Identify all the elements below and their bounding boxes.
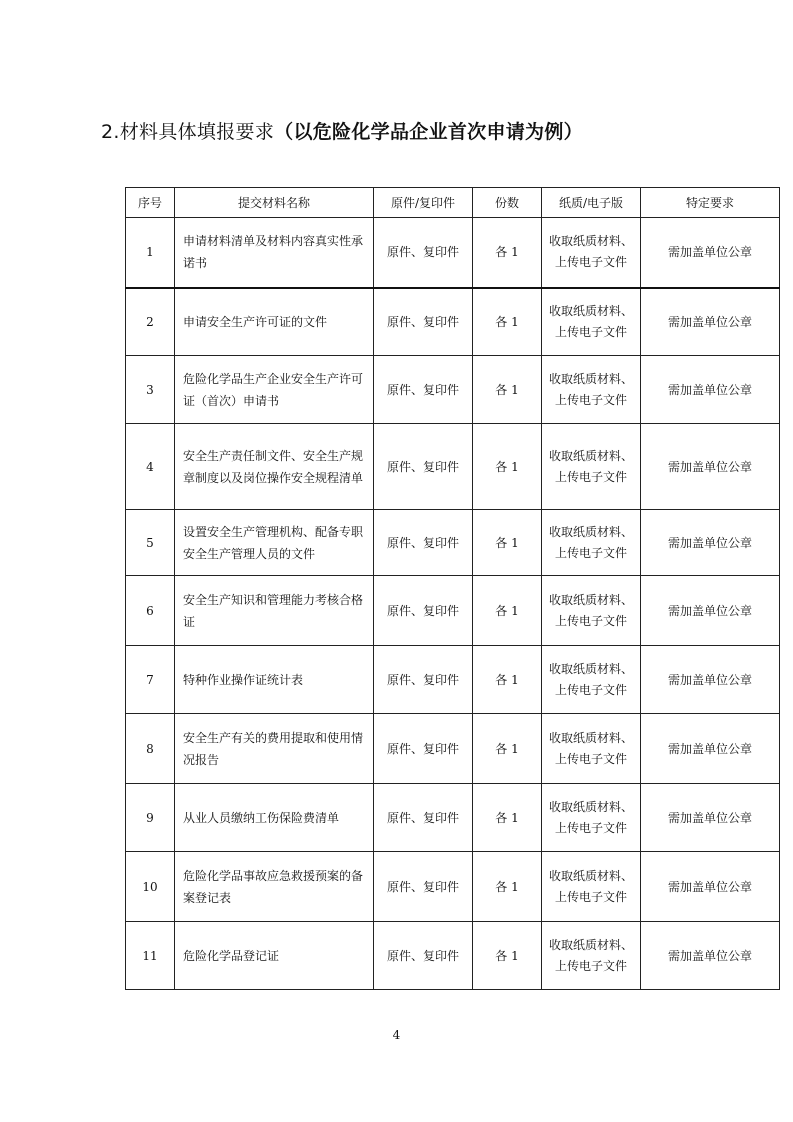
cell-copies: 各 1 [473, 646, 542, 714]
cell-paper-line: 收取纸质材料、 [548, 234, 633, 249]
cell-requirement: 需加盖单位公章 [641, 424, 780, 510]
cell-type: 原件、复印件 [374, 424, 473, 510]
table-row [126, 714, 780, 784]
cell-no: 1 [126, 218, 175, 288]
cell-no: 2 [126, 288, 175, 356]
cell-no: 9 [126, 784, 175, 852]
table-body [126, 218, 780, 990]
cell-paper-line: 上传电子文件 [554, 545, 627, 560]
cell-requirement: 需加盖单位公章 [641, 646, 780, 714]
cell-requirement: 需加盖单位公章 [641, 784, 780, 852]
cell-copies: 各 1 [473, 922, 542, 990]
cell-type: 原件、复印件 [374, 784, 473, 852]
cell-no: 8 [126, 714, 175, 784]
header-cell-copies: 份数 [473, 188, 542, 218]
cell-copies: 各 1 [473, 510, 542, 576]
cell-type: 原件、复印件 [374, 218, 473, 288]
header-cell-paper: 纸质/电子版 [542, 188, 641, 218]
cell-name: 危险化学品事故应急救援预案的备案登记表 [175, 852, 374, 922]
table-row [126, 852, 780, 922]
cell-no: 10 [126, 852, 175, 922]
cell-paper-line: 收取纸质材料、 [548, 799, 633, 814]
cell-copies: 各 1 [473, 424, 542, 510]
cell-requirement: 需加盖单位公章 [641, 510, 780, 576]
cell-type: 原件、复印件 [374, 646, 473, 714]
cell-paper-line: 收取纸质材料、 [548, 303, 633, 318]
cell-type: 原件、复印件 [374, 356, 473, 424]
cell-paper [542, 784, 641, 852]
cell-type: 原件、复印件 [374, 852, 473, 922]
cell-paper-line: 收取纸质材料、 [548, 524, 633, 539]
cell-type: 原件、复印件 [374, 714, 473, 784]
cell-name: 安全生产有关的费用提取和使用情况报告 [175, 714, 374, 784]
cell-requirement: 需加盖单位公章 [641, 288, 780, 356]
cell-no: 3 [126, 356, 175, 424]
cell-name: 特种作业操作证统计表 [175, 646, 374, 714]
cell-paper [542, 288, 641, 356]
cell-paper [542, 714, 641, 784]
cell-paper [542, 424, 641, 510]
cell-paper-line: 上传电子文件 [554, 820, 627, 835]
cell-no: 11 [126, 922, 175, 990]
cell-no: 6 [126, 576, 175, 646]
cell-name: 危险化学品生产企业安全生产许可证（首次）申请书 [175, 356, 374, 424]
cell-paper-line: 收取纸质材料、 [548, 730, 633, 745]
cell-type: 原件、复印件 [374, 922, 473, 990]
cell-paper-line: 上传电子文件 [554, 613, 627, 628]
section-heading [101, 117, 583, 144]
cell-name: 安全生产知识和管理能力考核合格证 [175, 576, 374, 646]
table-row [126, 922, 780, 990]
cell-no: 4 [126, 424, 175, 510]
cell-type: 原件、复印件 [374, 510, 473, 576]
cell-paper-line: 上传电子文件 [554, 324, 627, 339]
table-row [126, 218, 780, 288]
cell-name: 申请安全生产许可证的文件 [175, 288, 374, 356]
cell-paper [542, 576, 641, 646]
page-number: 4 [392, 1028, 401, 1042]
cell-paper [542, 218, 641, 288]
header-cell-no: 序号 [126, 188, 175, 218]
header-cell-type: 原件/复印件 [374, 188, 473, 218]
cell-paper [542, 646, 641, 714]
cell-paper-line: 上传电子文件 [554, 392, 627, 407]
cell-name: 安全生产责任制文件、安全生产规章制度以及岗位操作安全规程清单 [175, 424, 374, 510]
cell-paper-line: 收取纸质材料、 [548, 868, 633, 883]
cell-paper [542, 356, 641, 424]
cell-copies: 各 1 [473, 288, 542, 356]
cell-name: 危险化学品登记证 [175, 922, 374, 990]
cell-requirement: 需加盖单位公章 [641, 714, 780, 784]
table-row [126, 356, 780, 424]
cell-type: 原件、复印件 [374, 288, 473, 356]
cell-no: 5 [126, 510, 175, 576]
section-heading-bold: （以危险化学品企业首次申请为例） [274, 121, 583, 143]
cell-name: 申请材料清单及材料内容真实性承诺书 [175, 218, 374, 288]
cell-copies: 各 1 [473, 356, 542, 424]
table-row [126, 424, 780, 510]
table-row [126, 784, 780, 852]
cell-copies: 各 1 [473, 714, 542, 784]
cell-paper [542, 510, 641, 576]
cell-paper-line: 上传电子文件 [554, 958, 627, 973]
cell-type: 原件、复印件 [374, 576, 473, 646]
header-row [126, 188, 780, 218]
cell-requirement: 需加盖单位公章 [641, 852, 780, 922]
cell-copies: 各 1 [473, 852, 542, 922]
table-row [126, 510, 780, 576]
cell-paper-line: 上传电子文件 [554, 469, 627, 484]
cell-no: 7 [126, 646, 175, 714]
table-row [126, 288, 780, 356]
materials-table [125, 187, 780, 990]
cell-name: 设置安全生产管理机构、配备专职安全生产管理人员的文件 [175, 510, 374, 576]
header-cell-requirement: 特定要求 [641, 188, 780, 218]
cell-copies: 各 1 [473, 218, 542, 288]
cell-requirement: 需加盖单位公章 [641, 922, 780, 990]
cell-name: 从业人员缴纳工伤保险费清单 [175, 784, 374, 852]
cell-requirement: 需加盖单位公章 [641, 218, 780, 288]
cell-paper-line: 上传电子文件 [554, 751, 627, 766]
table-row [126, 576, 780, 646]
cell-paper-line: 收取纸质材料、 [548, 937, 633, 952]
section-heading-prefix: 2.材料具体填报要求 [101, 121, 275, 143]
cell-paper-line: 上传电子文件 [554, 889, 627, 904]
cell-paper [542, 852, 641, 922]
cell-paper-line: 收取纸质材料、 [548, 371, 633, 386]
cell-requirement: 需加盖单位公章 [641, 356, 780, 424]
cell-copies: 各 1 [473, 784, 542, 852]
cell-paper-line: 收取纸质材料、 [548, 448, 633, 463]
header-cell-name: 提交材料名称 [175, 188, 374, 218]
cell-requirement: 需加盖单位公章 [641, 576, 780, 646]
cell-paper-line: 收取纸质材料、 [548, 661, 633, 676]
cell-paper [542, 922, 641, 990]
cell-paper-line: 上传电子文件 [554, 682, 627, 697]
table-row [126, 646, 780, 714]
cell-paper-line: 收取纸质材料、 [548, 592, 633, 607]
cell-copies: 各 1 [473, 576, 542, 646]
table-header [126, 188, 780, 218]
cell-paper-line: 上传电子文件 [554, 255, 627, 270]
